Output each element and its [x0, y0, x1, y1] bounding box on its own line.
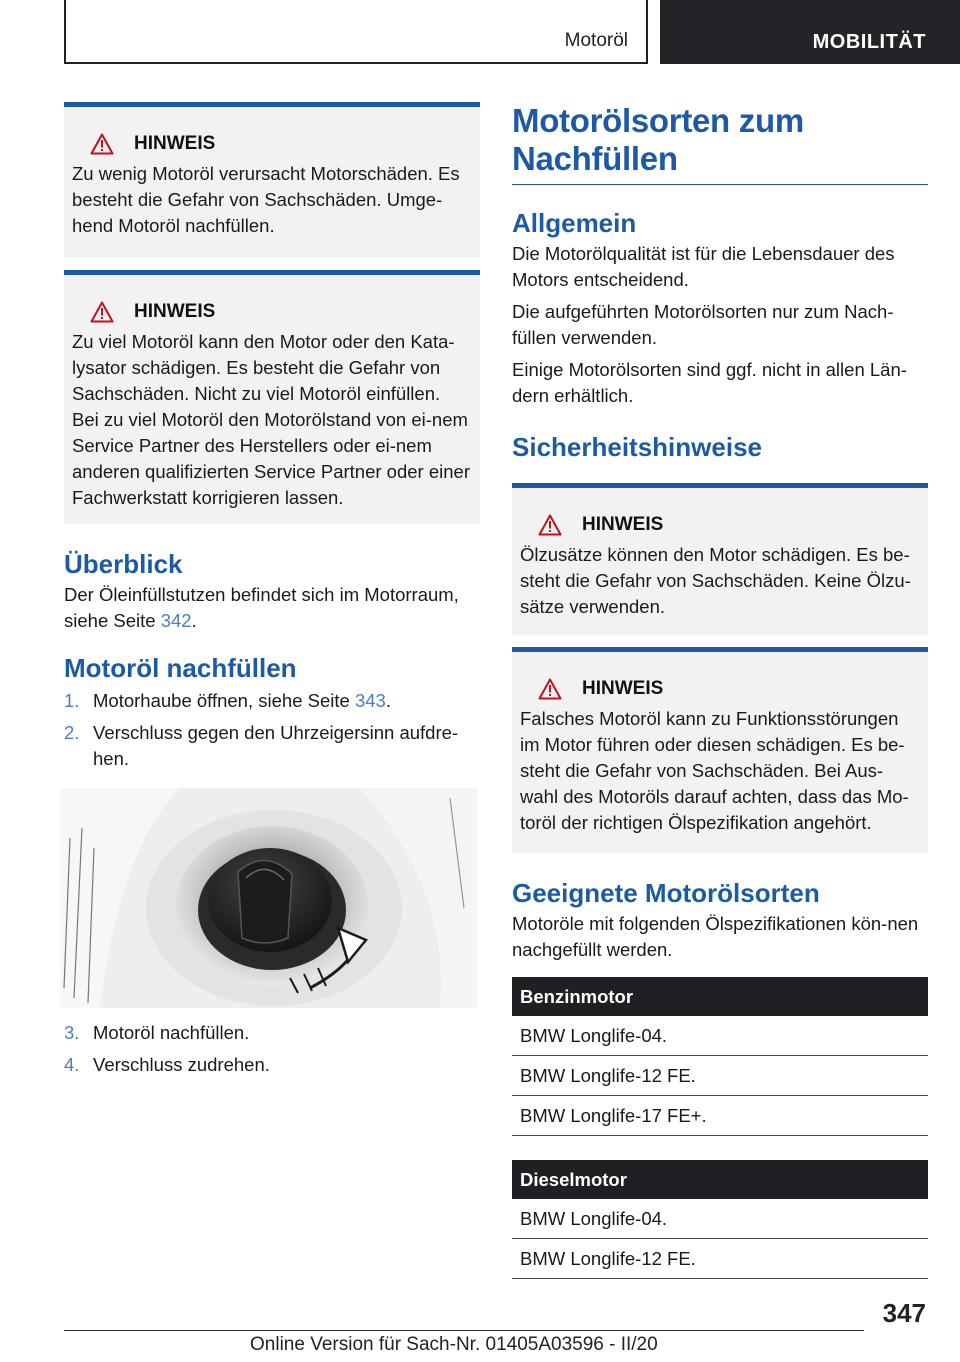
- overview-text: [64, 582, 480, 634]
- table-cell: BMW Longlife-12 FE.: [512, 1056, 928, 1096]
- refill-steps-list-cont: [64, 1020, 480, 1078]
- warning-triangle-icon: [538, 514, 562, 536]
- step-number: 3.: [64, 1022, 80, 1043]
- step-text-end: .: [385, 690, 391, 711]
- table-row: [512, 1016, 928, 1056]
- step-number: 4.: [64, 1054, 80, 1075]
- list-item: [64, 1052, 480, 1078]
- header-section-box: [64, 0, 648, 64]
- warning-note-head: [90, 301, 472, 323]
- overview-heading: Überblick: [64, 549, 183, 579]
- step-number: 2.: [64, 722, 80, 743]
- suitable-text: Motoröle mit folgenden Ölspezifikationen kön-nen nachgefüllt werden.: [512, 913, 919, 960]
- table-cell: BMW Longlife-04.: [512, 1199, 928, 1239]
- table-cell: BMW Longlife-12 FE.: [512, 1239, 928, 1279]
- step-number: 1.: [64, 690, 80, 711]
- footer-divider: [64, 1330, 864, 1331]
- general-paragraph: Die Motorölqualität ist für die Lebensdauer des Motors entscheidend.: [512, 243, 895, 290]
- right-column: [512, 102, 928, 1279]
- warning-note-head: [538, 678, 920, 700]
- refill-steps-list: [64, 688, 480, 772]
- warning-note: [64, 102, 480, 258]
- warning-note-label: HINWEIS: [582, 678, 664, 699]
- warning-note-head: [538, 514, 920, 536]
- table-cell: BMW Longlife-04.: [512, 1016, 928, 1056]
- warning-note-text: Zu wenig Motoröl verursacht Motorschäden. Es besteht die Gefahr von Sachschäden. Umge-hend Motoröl nachfüllen.: [72, 163, 460, 236]
- page-link-343[interactable]: 343: [354, 690, 386, 711]
- oil-cap-illustration: [60, 788, 478, 1008]
- header-section-title: Motoröl: [564, 30, 628, 51]
- petrol-spec-table: [512, 977, 928, 1136]
- list-item: [64, 1020, 480, 1046]
- header-chapter-box: [660, 0, 960, 64]
- overview-text-end: .: [191, 610, 197, 631]
- overview-text-body: Der Öleinfüllstutzen befindet sich im Motorraum, siehe Seite: [64, 584, 459, 631]
- table-row: [512, 1199, 928, 1239]
- page-number: 347: [882, 1298, 926, 1328]
- warning-triangle-icon: [90, 133, 114, 155]
- refill-heading: Motoröl nachfüllen: [64, 653, 297, 683]
- warning-triangle-icon: [90, 301, 114, 323]
- warning-note-label: HINWEIS: [134, 133, 216, 154]
- warning-triangle-icon: [538, 678, 562, 700]
- suitable-heading: Geeignete Motorölsorten: [512, 878, 820, 908]
- step-text: Verschluss gegen den Uhrzeigersinn aufdre-hen.: [93, 722, 459, 769]
- warning-note-head: [90, 133, 472, 155]
- warning-note: [512, 647, 928, 853]
- page-title: Motorölsorten zum Nachfüllen: [512, 102, 928, 185]
- diesel-spec-table: [512, 1160, 928, 1279]
- warning-note-text: Ölzusätze können den Motor schädigen. Es be-steht die Gefahr von Sachschäden. Keine Ölzu-sätze verwenden.: [520, 544, 911, 617]
- warning-note: [512, 483, 928, 635]
- page-link-342[interactable]: 342: [160, 610, 192, 631]
- warning-note-label: HINWEIS: [134, 301, 216, 322]
- warning-note-text: Zu viel Motoröl kann den Motor oder den Kata-lysator schädigen. Es besteht die Gefahr von Sachschäden. Nicht zu viel Motoröl einfüllen. Bei zu viel Motoröl den Motorölstand von ei-nem Service Partner des Herstellers oder ei-nem anderen qualifizierten Service Partner oder einer Fachwerkstatt korrigieren lassen.: [72, 331, 470, 508]
- table-header: Benzinmotor: [512, 977, 928, 1016]
- warning-note-label: HINWEIS: [582, 514, 664, 535]
- oil-cap-photo: [60, 788, 478, 1008]
- left-column: [64, 102, 480, 1084]
- general-paragraph: Die aufgeführten Motorölsorten nur zum Nach-füllen verwenden.: [512, 301, 894, 348]
- footer-text: Online Version für Sach-Nr. 01405A03596 - II/20: [250, 1334, 658, 1355]
- general-heading: Allgemein: [512, 208, 637, 238]
- table-row: [512, 1096, 928, 1136]
- table-row: [512, 1239, 928, 1279]
- list-item: [64, 688, 480, 714]
- table-header: Dieselmotor: [512, 1160, 928, 1199]
- general-paragraph: Einige Motorölsorten sind ggf. nicht in allen Län-dern erhältlich.: [512, 359, 907, 406]
- step-text-body: Motorhaube öffnen, siehe Seite: [93, 690, 355, 711]
- safety-heading: Sicherheitshinweise: [512, 432, 762, 462]
- list-item: [64, 720, 480, 772]
- step-text: Verschluss zudrehen.: [93, 1054, 270, 1075]
- warning-note: [64, 270, 480, 524]
- warning-note-text: Falsches Motoröl kann zu Funktionsstörungen im Motor führen oder diesen schädigen. Es be-steht die Gefahr von Sachschäden. Bei Aus-wahl des Motoröls darauf achten, dass das Mo-toröl der richtigen Ölspezifikation angehört.: [520, 708, 909, 833]
- table-cell: BMW Longlife-17 FE+.: [512, 1096, 928, 1136]
- header-chapter-title: MOBILITÄT: [812, 31, 926, 53]
- table-row: [512, 1056, 928, 1096]
- step-text: [93, 688, 391, 714]
- step-text: Motoröl nachfüllen.: [93, 1022, 250, 1043]
